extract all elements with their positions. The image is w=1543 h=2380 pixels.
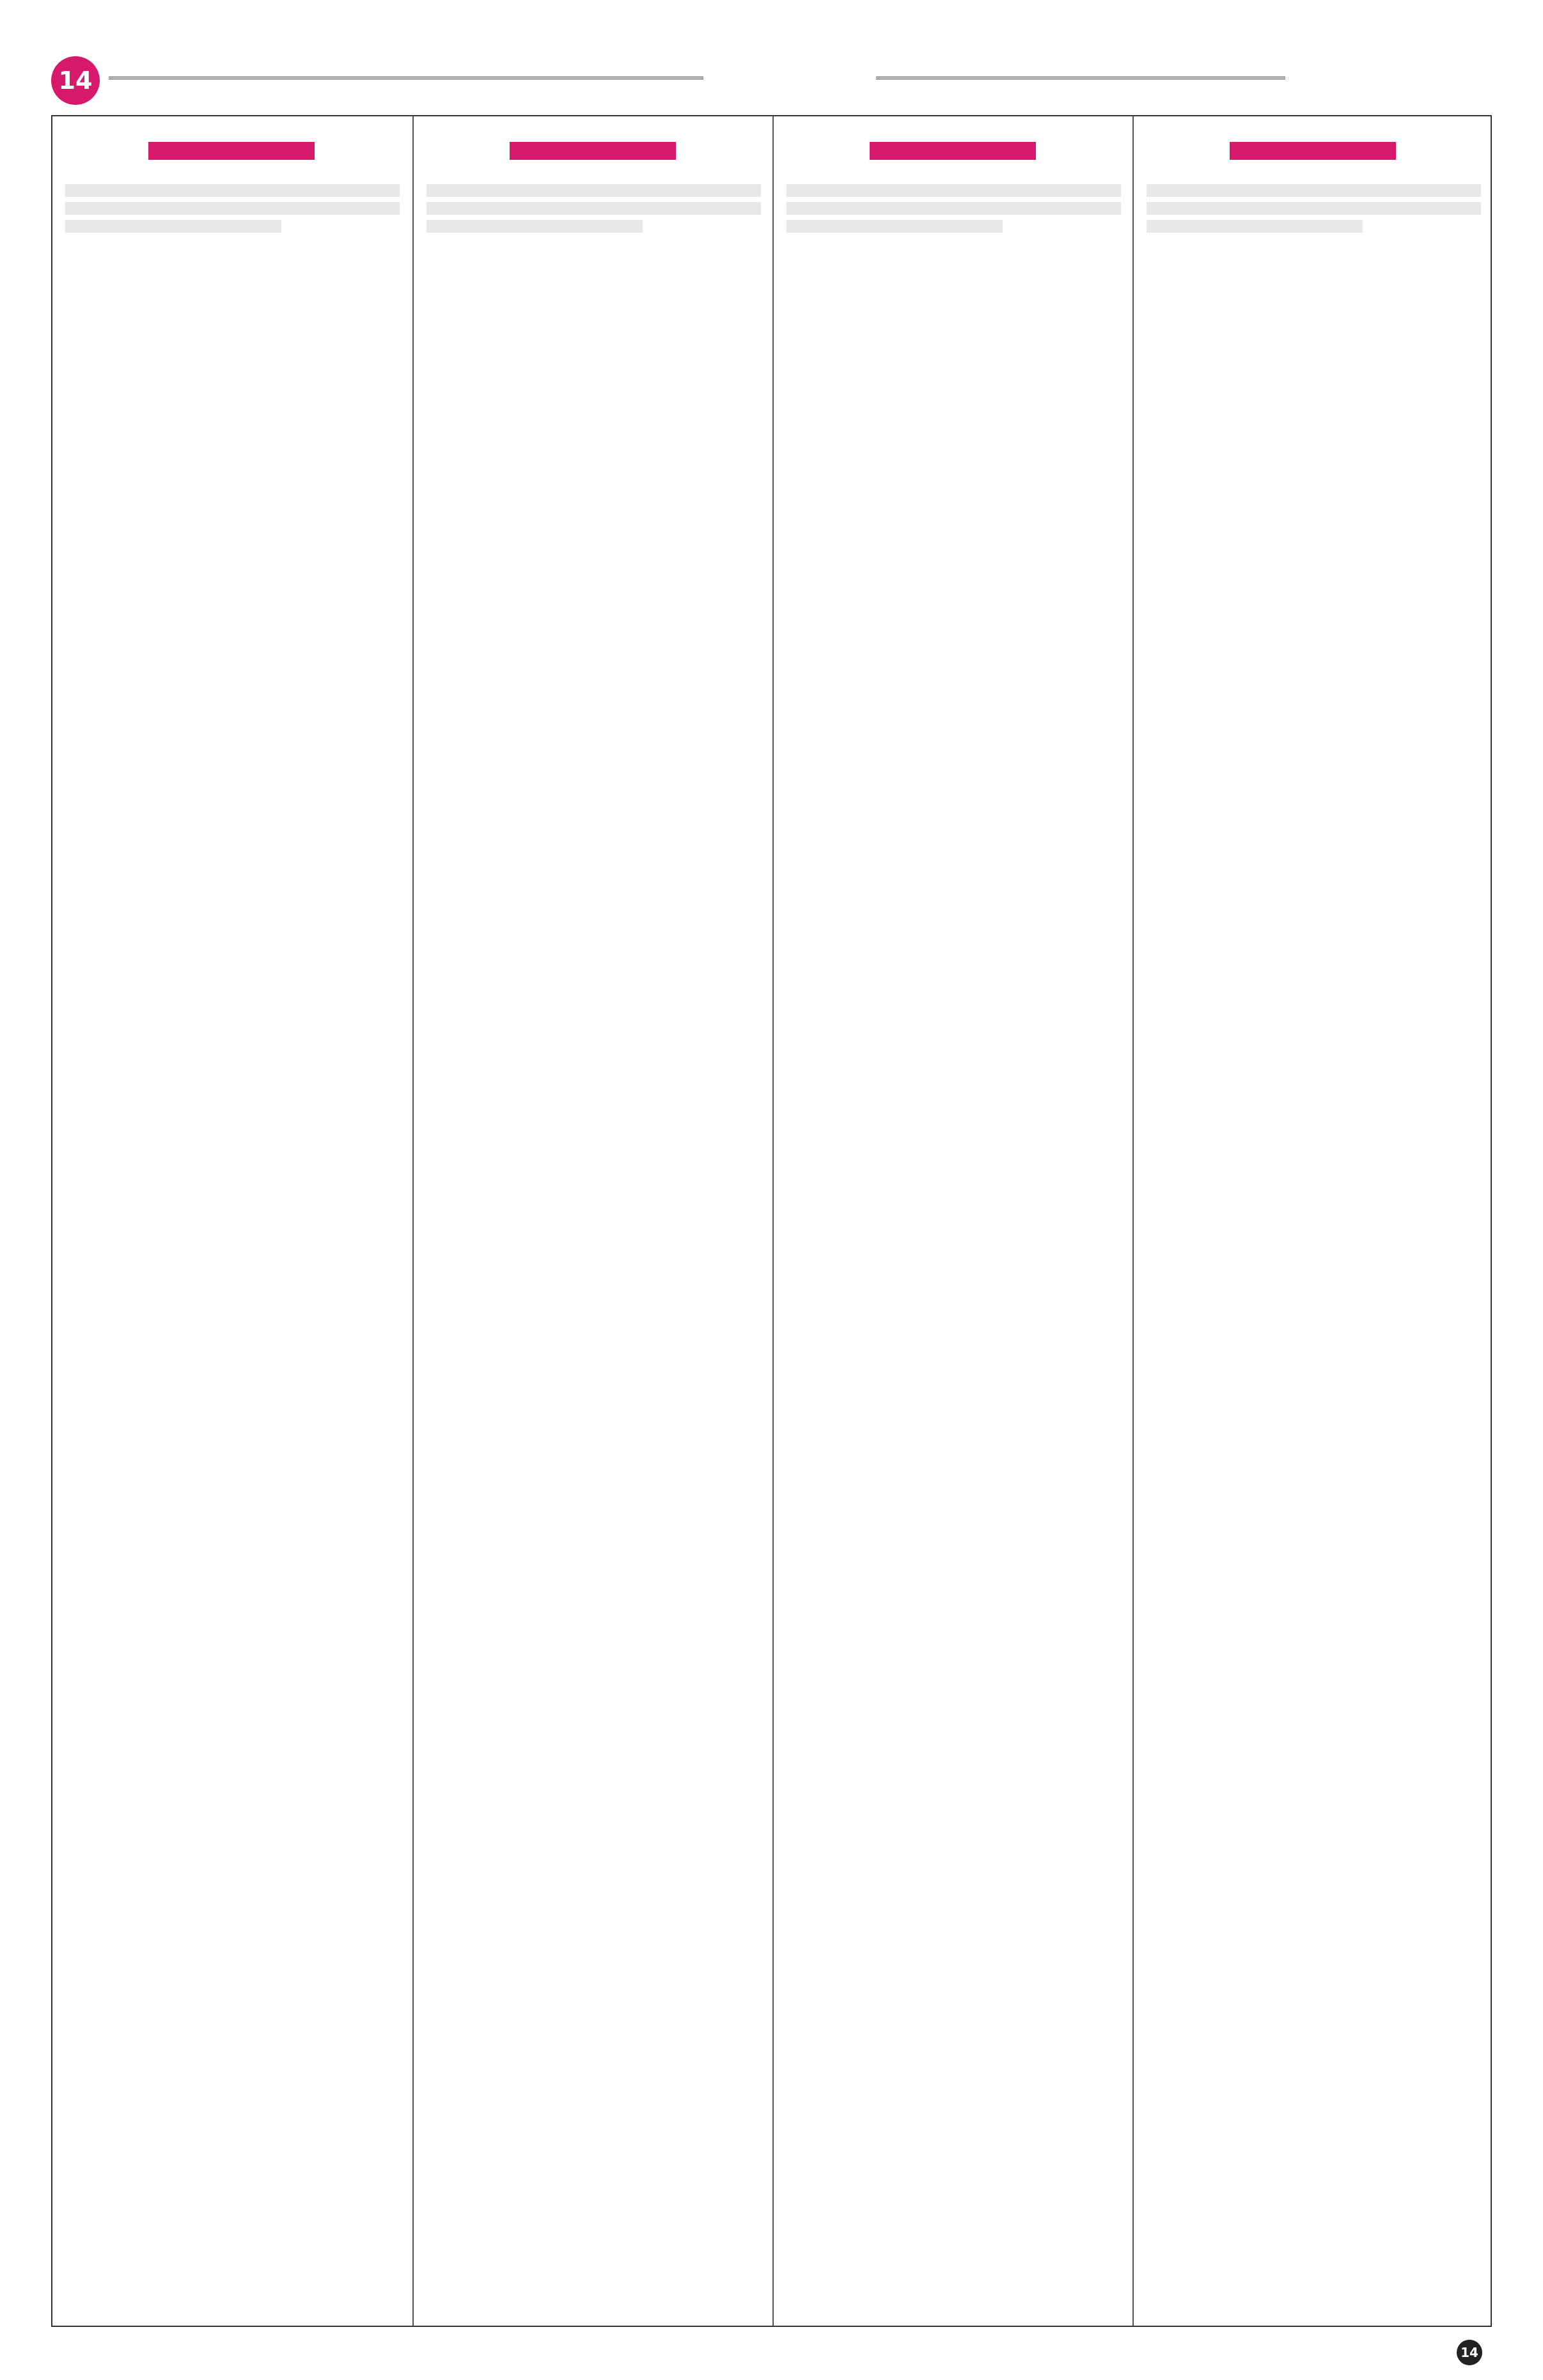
- column-2: [412, 116, 774, 2326]
- branch-heading: [52, 162, 412, 179]
- village-panchayat-tag: [510, 142, 676, 160]
- placeholder-line: [427, 220, 643, 233]
- section-block: [1134, 142, 1494, 233]
- branch-heading: [1134, 162, 1494, 179]
- placeholder-line: [427, 184, 761, 197]
- section-block: [414, 142, 774, 233]
- placeholder-line: [65, 220, 281, 233]
- masthead: [51, 45, 1492, 115]
- article-frame: [51, 115, 1492, 2327]
- placeholder-line: [65, 202, 400, 215]
- column-3: [772, 116, 1134, 2326]
- section-block: [52, 142, 412, 233]
- placeholder-line: [65, 184, 400, 197]
- column-4: [1132, 116, 1494, 2326]
- village-panchayat-tag: [148, 142, 315, 160]
- placeholder-line: [1147, 202, 1481, 215]
- placeholder-line: [787, 184, 1121, 197]
- page-number-badge: 14: [51, 56, 100, 105]
- column-1: [52, 116, 412, 2326]
- placeholder-line: [787, 220, 1003, 233]
- placeholder-line: [787, 202, 1121, 215]
- branch-heading: [774, 162, 1134, 179]
- village-panchayat-tag: [1230, 142, 1396, 160]
- footer-page-number: 14: [1457, 2340, 1482, 2365]
- masthead-rule-left: [109, 77, 703, 79]
- village-panchayat-tag: [870, 142, 1036, 160]
- branch-heading: [414, 162, 774, 179]
- placeholder-line: [1147, 184, 1481, 197]
- placeholder-line: [427, 202, 761, 215]
- section-block: [774, 142, 1134, 233]
- masthead-rule-right: [876, 77, 1285, 79]
- placeholder-line: [1147, 220, 1363, 233]
